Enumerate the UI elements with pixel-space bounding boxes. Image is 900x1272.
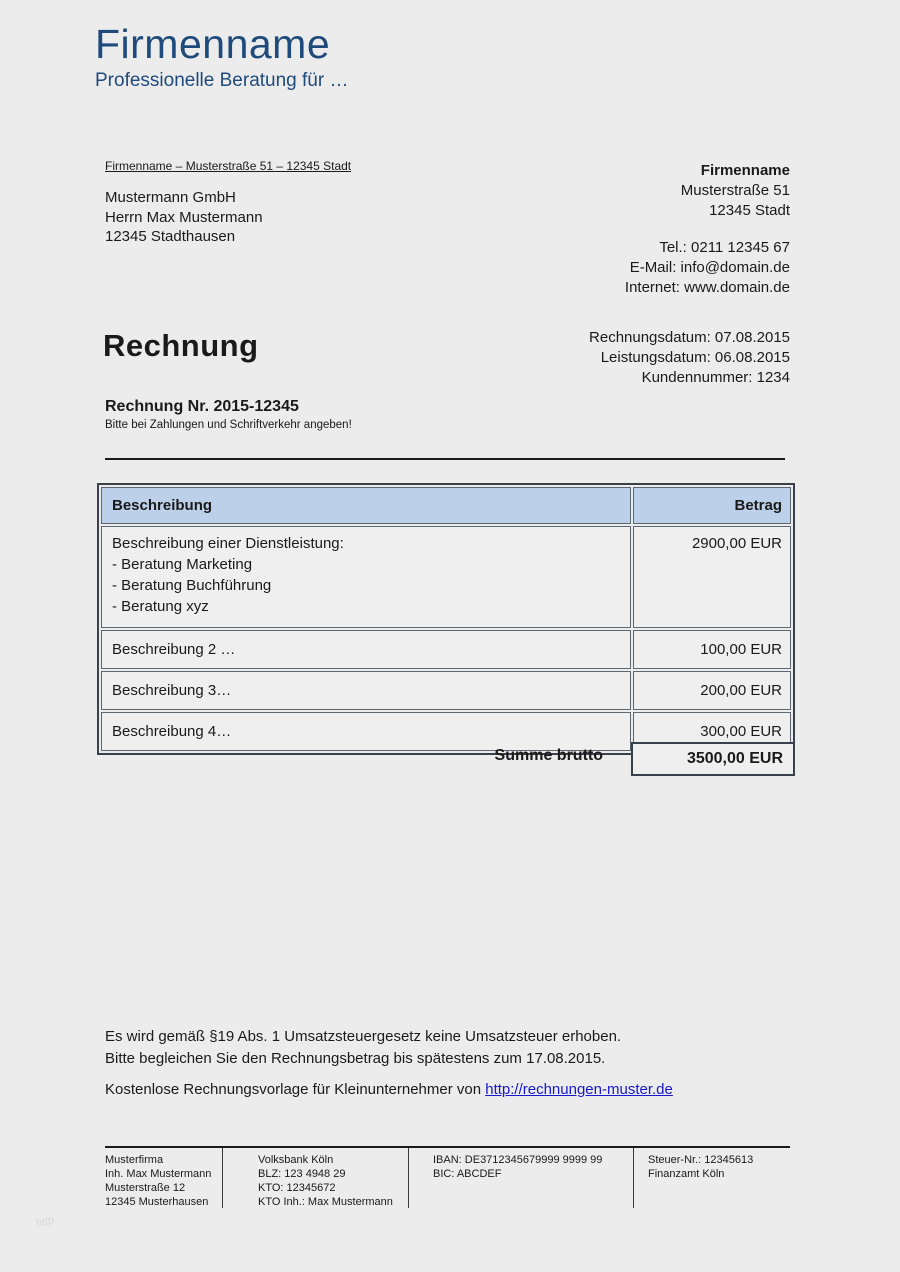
table-header-description: Beschreibung	[101, 487, 631, 524]
total-amount: 3500,00 EUR	[631, 742, 795, 776]
footer-company-city: 12345 Musterhausen	[105, 1196, 209, 1208]
page-title: Rechnung	[103, 328, 259, 363]
service-date: Leistungsdatum: 06.08.2015	[600, 349, 790, 366]
recipient-name: Mustermann GmbH	[105, 189, 236, 206]
recipient-contact: Herrn Max Mustermann	[105, 208, 263, 226]
invoice-number-note: Bitte bei Zahlungen und Schriftverkehr angeben!	[105, 419, 352, 431]
footer-bank-owner: KTO Inh.: Max Mustermann	[258, 1196, 393, 1208]
footer-bank-column	[258, 1153, 393, 1209]
company-logo-text: Firmenname	[95, 21, 331, 67]
spacer	[625, 221, 790, 238]
template-credit-line	[105, 1081, 673, 1098]
line-items-table	[97, 483, 795, 755]
invoice-meta-block	[589, 328, 790, 388]
sender-return-address: Firmenname – Musterstraße 51 – 12345 Stadt	[105, 159, 352, 173]
company-email: E-Mail: info@domain.de	[629, 259, 790, 276]
footer-company-column	[105, 1153, 211, 1209]
template-credit-text: Kostenlose Rechnungsvorlage für Kleinunternehmer von	[105, 1081, 486, 1098]
item-description-cell: Beschreibung 4…	[101, 712, 631, 751]
footer-company-street: Musterstraße 12	[105, 1182, 186, 1194]
horizontal-divider	[105, 458, 785, 460]
footer-column-separator	[222, 1148, 223, 1208]
letterhead	[95, 22, 348, 93]
footer-bank-kto: KTO: 12345672	[258, 1182, 336, 1194]
item-description-cell: Beschreibung 2 …	[101, 630, 631, 669]
table-row	[101, 526, 791, 628]
company-name: Firmenname	[700, 162, 790, 179]
table-header-row	[101, 487, 791, 524]
company-phone: Tel.: 0211 12345 67	[659, 239, 790, 256]
invoice-number: Rechnung Nr. 2015-12345	[105, 398, 299, 415]
customer-number: Kundennummer: 1234	[641, 369, 790, 386]
table-row	[101, 671, 791, 710]
footer-bank-name: Volksbank Köln	[258, 1154, 334, 1166]
footer-tax-column	[648, 1153, 753, 1181]
footer-company-owner: Inh. Max Mustermann	[105, 1168, 212, 1180]
footer-bank-blz: BLZ: 123 4948 29	[258, 1168, 346, 1180]
item-amount-cell: 200,00 EUR	[633, 671, 791, 710]
payment-deadline-note: Bitte begleichen Sie den Rechnungsbetrag bis spätestens zum 17.08.2015.	[105, 1049, 606, 1067]
company-address-block	[625, 161, 790, 298]
company-website: Internet: www.domain.de	[624, 279, 790, 296]
tax-and-payment-notes	[105, 1026, 621, 1069]
footer-tax-office: Finanzamt Köln	[648, 1168, 725, 1180]
item-amount-cell: 2900,00 EUR	[633, 526, 791, 628]
company-tagline: Professionelle Beratung für …	[95, 70, 349, 91]
description-line: - Beratung xyz	[112, 598, 209, 615]
footer-tax-number: Steuer-Nr.: 12345613	[648, 1154, 754, 1166]
item-amount-cell: 100,00 EUR	[633, 630, 791, 669]
footer-iban: IBAN: DE3712345679999 9999 99	[433, 1154, 603, 1166]
table-header-amount: Betrag	[633, 487, 791, 524]
footer-column-separator	[633, 1148, 634, 1208]
description-line: - Beratung Buchführung	[112, 577, 272, 594]
recipient-address-block	[105, 188, 263, 247]
footer-column-separator	[408, 1148, 409, 1208]
description-line: - Beratung Marketing	[112, 556, 253, 573]
tax-exemption-note: Es wird gemäß §19 Abs. 1 Umsatzsteuergesetz keine Umsatzsteuer erhoben.	[105, 1028, 622, 1045]
item-description-cell	[101, 526, 631, 628]
company-street: Musterstraße 51	[680, 182, 790, 199]
item-description-cell: Beschreibung 3…	[101, 671, 631, 710]
company-city: 12345 Stadt	[709, 202, 790, 219]
description-line: Beschreibung einer Dienstleistung:	[112, 535, 344, 552]
footer-divider	[105, 1146, 790, 1148]
watermark: http	[34, 1214, 56, 1230]
template-source-link[interactable]: http://rechnungen-muster.de	[485, 1081, 673, 1098]
item-amount-cell: 300,00 EUR	[633, 712, 791, 751]
total-label: Summe brutto	[494, 747, 603, 764]
recipient-city: 12345 Stadthausen	[105, 228, 236, 245]
footer-iban-column	[433, 1153, 602, 1181]
table-row	[101, 630, 791, 669]
footer-bic: BIC: ABCDEF	[433, 1168, 502, 1180]
footer-company-name: Musterfirma	[105, 1154, 164, 1166]
invoice-date: Rechnungsdatum: 07.08.2015	[589, 329, 790, 346]
